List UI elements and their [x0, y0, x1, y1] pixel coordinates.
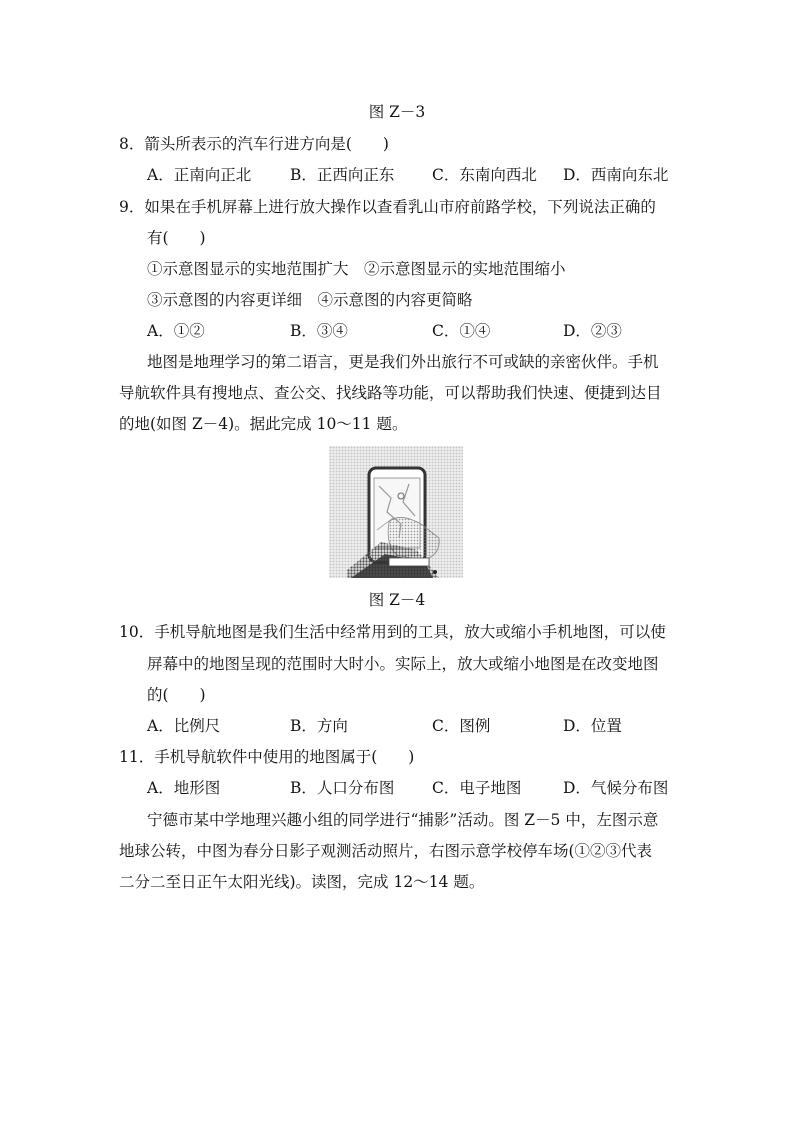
- passage-navigation-line1: 地图是地理学习的第二语言，更是我们外出旅行不可或缺的亲密伙伴。手机: [147, 353, 659, 371]
- question-10-stem-line2: 屏幕中的地图呈现的范围时大时小。实际上，放大或缩小地图是在改变地图: [147, 655, 659, 673]
- passage-shadow-line3: 二分二至日正午太阳光线)。读图，完成 12～14 题。: [119, 873, 485, 891]
- passage-navigation-line3: 的地(如图 Z－4)。据此完成 10～11 题。: [119, 415, 408, 433]
- question-8-option-d: D．西南向东北: [563, 166, 669, 184]
- question-10-option-d: D．位置: [563, 717, 622, 735]
- question-8-option-b: B．正西向正东: [290, 166, 395, 184]
- passage-navigation-line2: 导航软件具有搜地点、查公交、找线路等功能，可以帮助我们快速、便捷到达目: [119, 384, 662, 402]
- phone-in-hand-illustration: [329, 446, 463, 578]
- question-8-stem: 8．箭头所表示的汽车行进方向是( ): [119, 135, 389, 153]
- question-10-stem-line1: 10．手机导航地图是我们生活中经常用到的工具，放大或缩小手机地图，可以使: [119, 623, 666, 641]
- question-9-stem-line2: 有( ): [147, 229, 206, 247]
- question-9-stem-line1: 9．如果在手机屏幕上进行放大操作以查看乳山市府前路学校，下列说法正确的: [119, 198, 656, 216]
- figure-z3-caption: 图 Z－3: [368, 103, 426, 121]
- question-11-option-c: C．电子地图: [432, 779, 522, 797]
- question-11-option-b: B．人口分布图: [290, 779, 395, 797]
- question-9-statement-1: ①示意图显示的实地范围扩大 ②示意图显示的实地范围缩小: [147, 260, 566, 278]
- figure-z4-caption: 图 Z－4: [368, 591, 426, 609]
- question-9-option-d: D．②③: [563, 322, 622, 340]
- phone-navigation-figure: [329, 446, 463, 578]
- question-10-option-c: C．图例: [432, 717, 491, 735]
- question-10-stem-line3: 的( ): [147, 686, 206, 704]
- question-9-option-b: B．③④: [290, 322, 348, 340]
- question-11-stem: 11．手机导航软件中使用的地图属于( ): [119, 748, 415, 766]
- question-11-option-a: A．地形图: [147, 779, 221, 797]
- question-10-option-a: A．比例尺: [147, 717, 221, 735]
- question-11-option-d: D．气候分布图: [563, 779, 669, 797]
- question-8-option-c: C．东南向西北: [432, 166, 537, 184]
- question-9-option-c: C．①④: [432, 322, 491, 340]
- passage-shadow-line1: 宁德市某中学地理兴趣小组的同学进行“捕影”活动。图 Z－5 中，左图示意: [147, 811, 659, 829]
- passage-shadow-line2: 地球公转，中图为春分日影子观测活动照片，右图示意学校停车场(①②③代表: [119, 842, 653, 860]
- question-9-option-a: A．①②: [147, 322, 205, 340]
- question-10-option-b: B．方向: [290, 717, 348, 735]
- question-8-option-a: A．正南向正北: [147, 166, 252, 184]
- question-9-statement-2: ③示意图的内容更详细 ④示意图的内容更简略: [147, 291, 473, 309]
